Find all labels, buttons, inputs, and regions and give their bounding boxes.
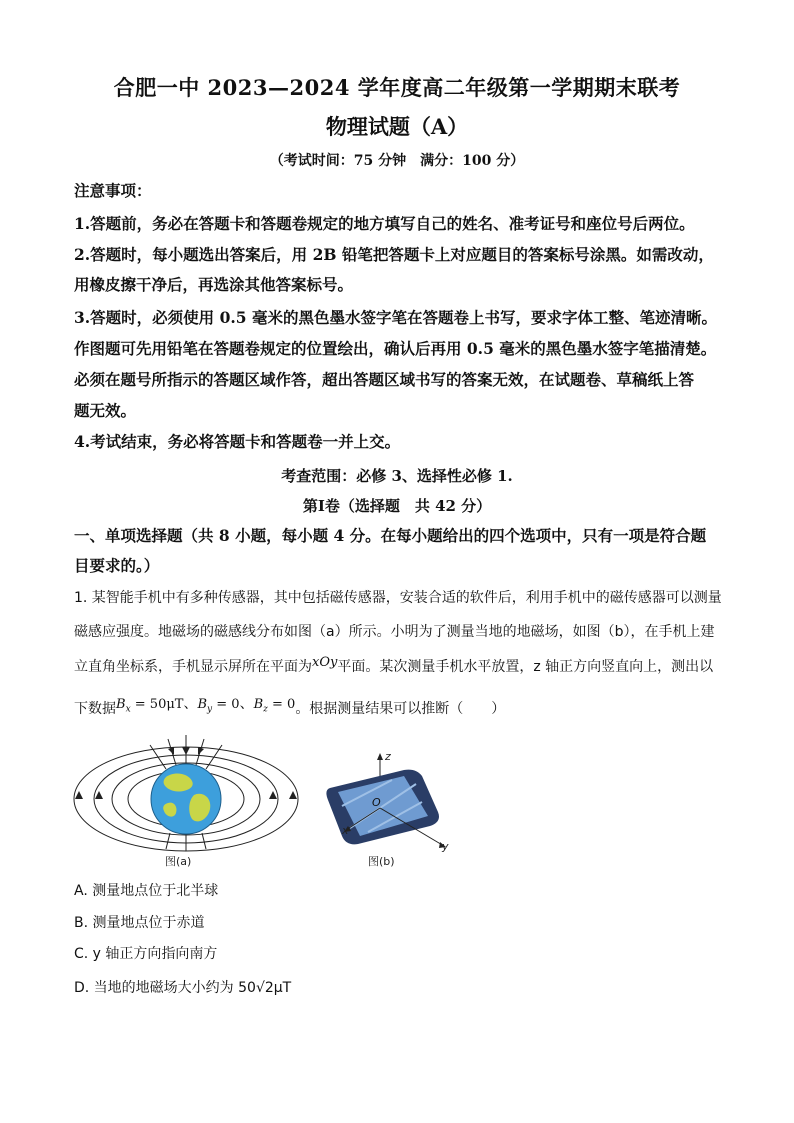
question-1-line-1: 1. 某智能手机中有多种传感器，其中包括磁传感器，安装合适的软件后，利用手机中的磁传感器可以测量 [74, 590, 722, 606]
separator-1: 、 [183, 696, 198, 712]
notes-line-2: 2.答题时，每小题选出答案后，用 2B 铅笔把答题卡上对应题目的答案标号涂黑。如需改动， [74, 245, 714, 264]
figure-a-caption: 图(a) [165, 855, 192, 868]
phone-axes-figure [320, 750, 450, 855]
separator-2: 、 [239, 696, 254, 712]
plane-symbol: xOy [312, 655, 338, 670]
earth-magnetic-field-figure [70, 733, 302, 853]
part-heading-line-2: 目要求的。） [74, 556, 160, 575]
figure-b-caption: 图(b) [368, 855, 395, 868]
by-value: $B_y = 0$ [197, 697, 240, 715]
notes-line-7: 题无效。 [74, 401, 137, 420]
option-a[interactable]: A. 测量地点位于北半球 [74, 883, 219, 899]
question-1-line-4b: 。根据测量结果可以推断（ ） [295, 701, 506, 717]
notes-line-3: 用橡皮擦干净后，再选涂其他答案标号。 [74, 275, 354, 294]
question-1-line-3 [74, 657, 724, 678]
exam-subtitle: 物理试题（A） [325, 114, 469, 139]
notes-heading: 注意事项： [74, 181, 152, 200]
option-d[interactable]: D. 当地的地磁场大小约为 50√2μT [74, 980, 292, 996]
bz-value: $B_z = 0$ [253, 697, 296, 715]
question-1-line-4 [74, 696, 724, 725]
option-b[interactable]: B. 测量地点位于赤道 [74, 915, 205, 931]
question-1-line-2: 磁感应强度。地磁场的磁感线分布如图（a）所示。小明为了测量当地的地磁场，如图（b），在手机上建 [74, 624, 715, 640]
exam-title: 合肥一中 2023—2024 学年度高二年级第一学期期末联考 [113, 75, 681, 100]
exam-scope: 考查范围：必修 3、选择性必修 1. [281, 467, 513, 485]
question-1-line-3a: 立直角坐标系，手机显示屏所在平面为 [74, 659, 312, 675]
section-title: 第Ⅰ卷（选择题 共 42 分） [302, 497, 492, 515]
notes-line-4: 3.答题时，必须使用 0.5 毫米的黑色墨水签字笔在答题卷上书写，要求字体工整、笔迹清晰。 [74, 308, 717, 327]
part-heading-line-1: 一、单项选择题（共 8 小题，每小题 4 分。在每小题给出的四个选项中，只有一项是符合题 [74, 526, 707, 545]
notes-line-5: 作图题可先用铅笔在答题卷规定的位置绘出，确认后再用 0.5 毫米的黑色墨水签字笔描清楚。 [74, 339, 717, 358]
axis-z-label: z [385, 750, 391, 763]
bx-value: $B_x = 50\mu T$ [116, 697, 184, 715]
exam-info: （考试时间：75 分钟 满分：100 分） [269, 153, 525, 169]
notes-line-1: 1.答题前，务必在答题卡和答题卷规定的地方填写自己的姓名、准考证号和座位号后两位。 [74, 214, 695, 233]
axis-y-label: y [442, 840, 449, 853]
question-1-line-4a: 下数据 [74, 701, 116, 717]
origin-label: O [372, 796, 381, 809]
axis-x-label: x [342, 824, 349, 837]
option-c[interactable]: C. y 轴正方向指向南方 [74, 946, 218, 962]
earth-globe [151, 764, 221, 834]
notes-line-6: 必须在题号所指示的答题区域作答，超出答题区域书写的答案无效，在试题卷、草稿纸上答 [74, 370, 695, 389]
question-1-line-3b: 平面。某次测量手机水平放置，z 轴正方向竖直向上，测出以 [337, 659, 714, 675]
notes-line-8: 4.考试结束，务必将答题卡和答题卷一并上交。 [74, 432, 401, 451]
